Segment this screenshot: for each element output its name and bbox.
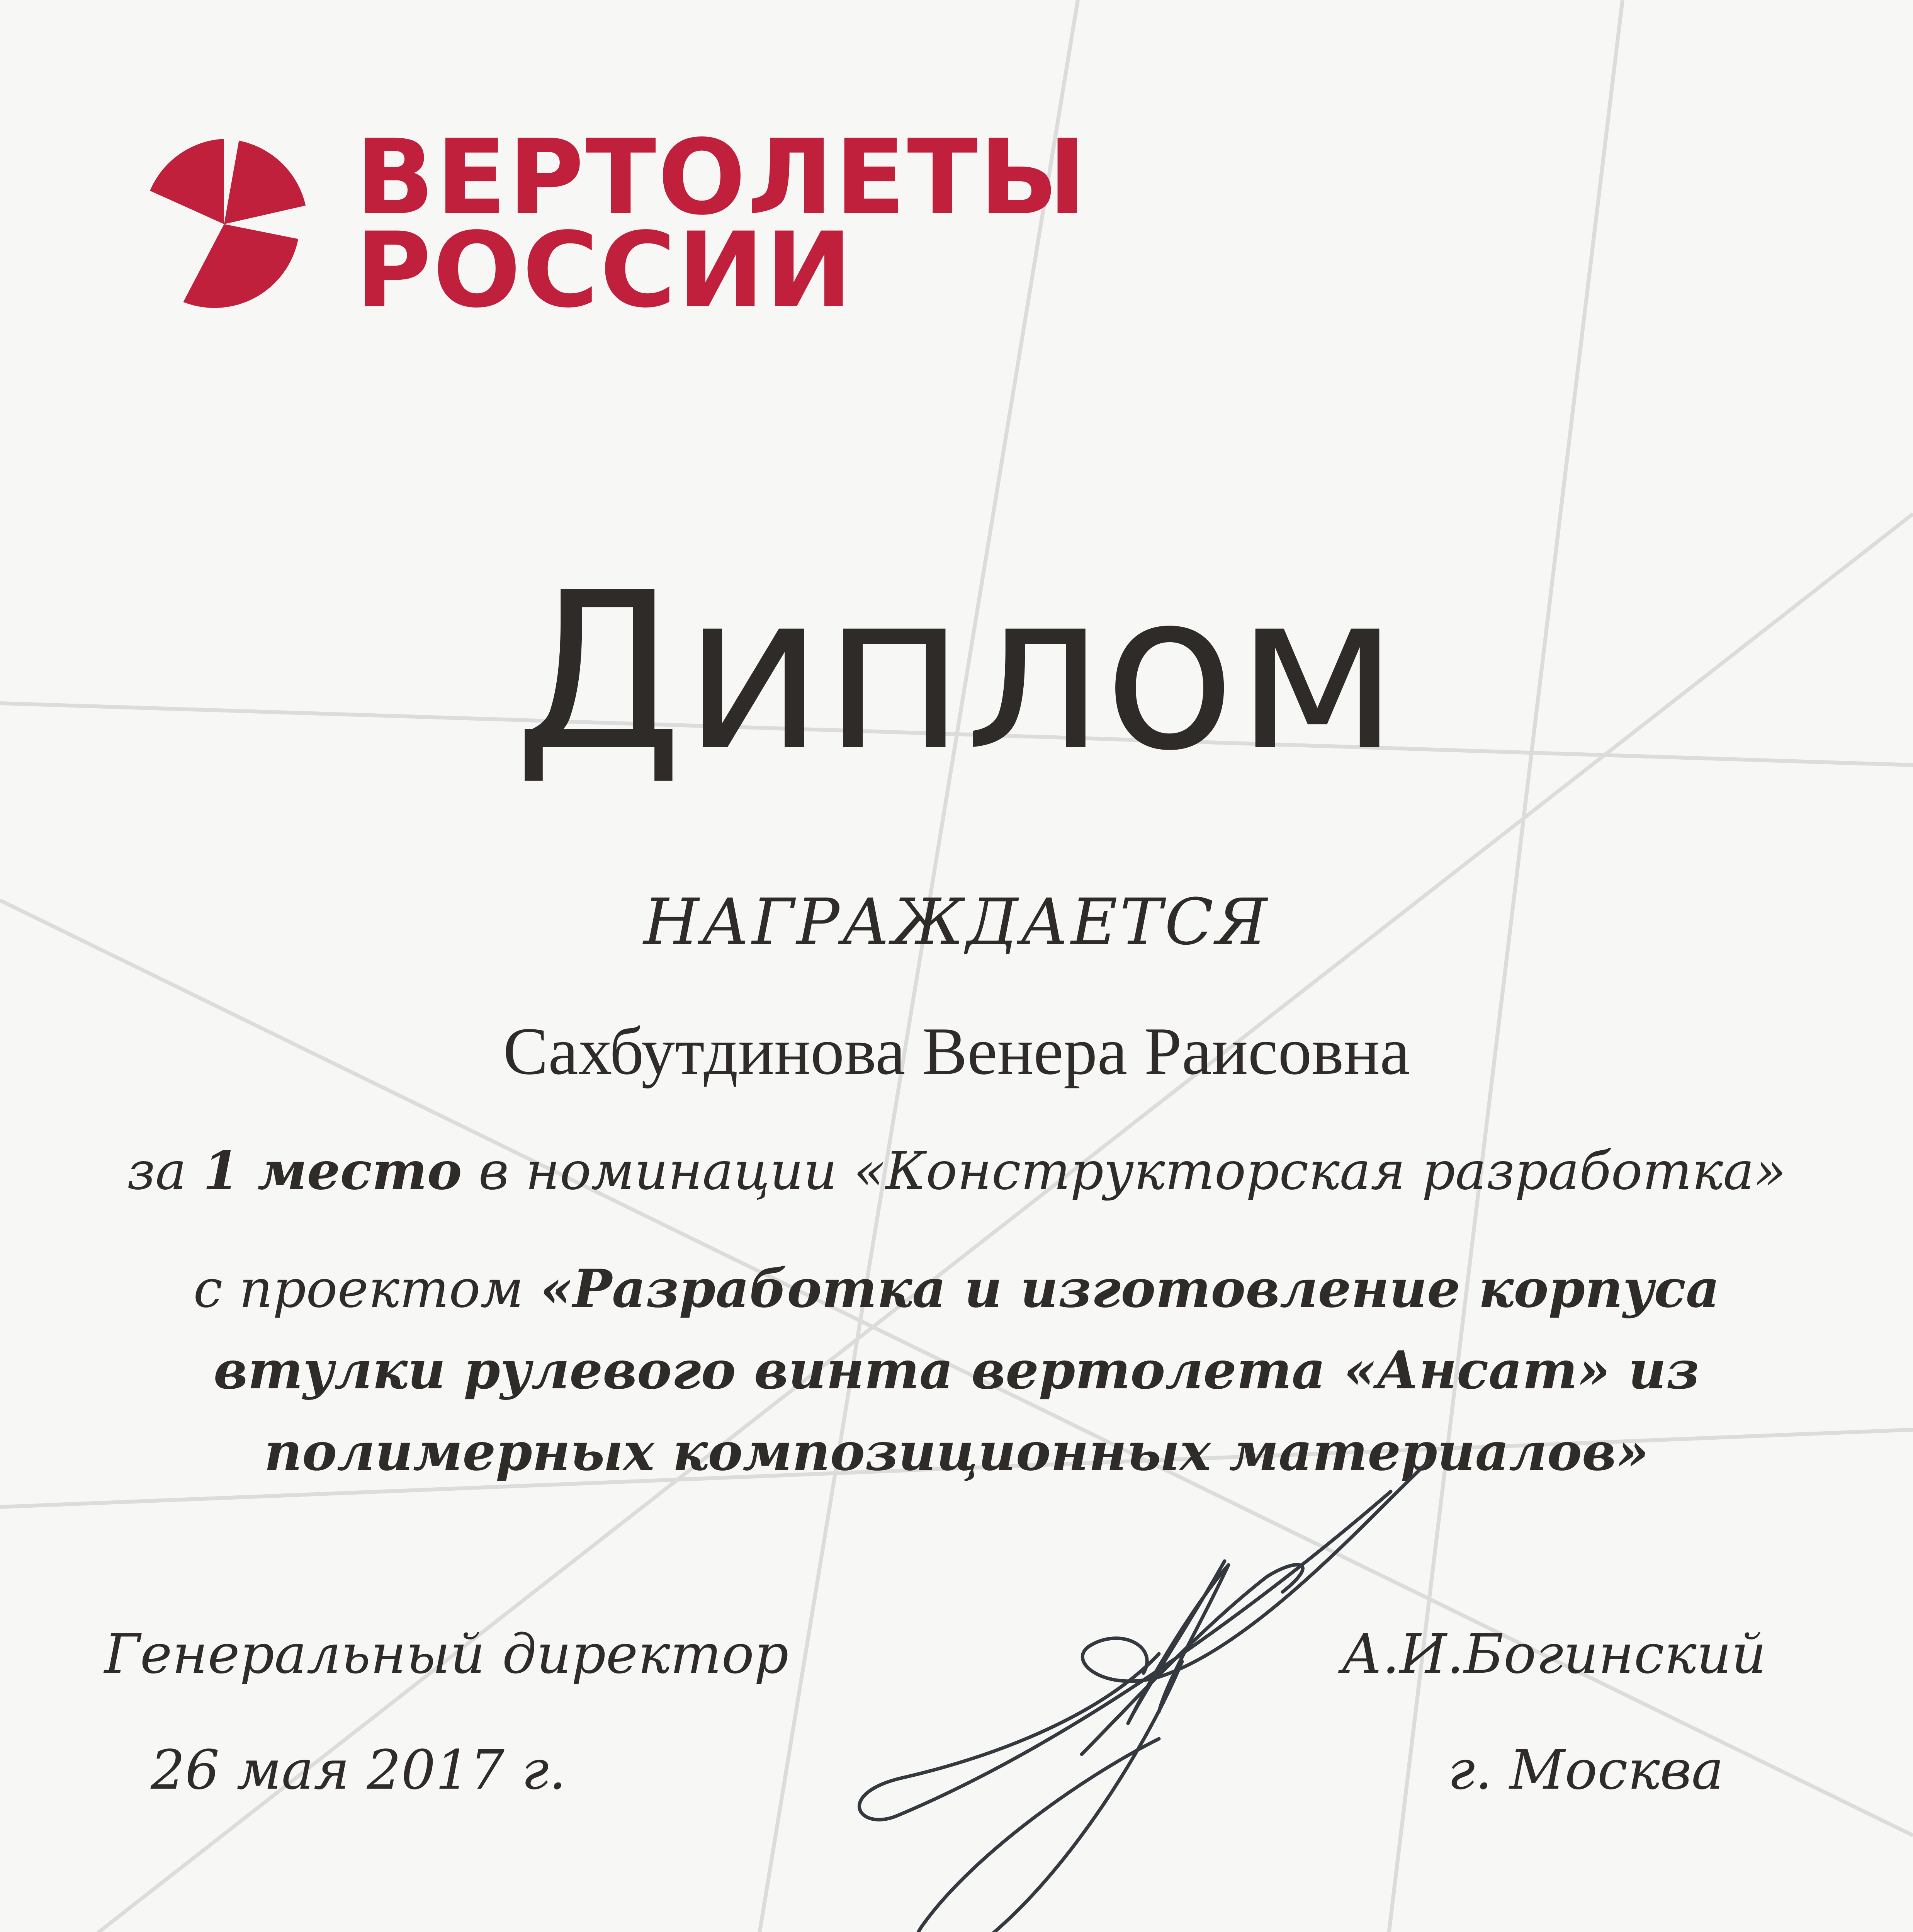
- issue-city: г. Москва: [1447, 1739, 1724, 1802]
- nomination-category: «Конструкторская разработка»: [853, 1141, 1786, 1201]
- signer-position: Генеральный директор: [104, 1623, 789, 1686]
- handwritten-signature: [811, 1445, 1468, 1932]
- rotor-logo-icon: [131, 131, 317, 317]
- nomination-line: [0, 1140, 1913, 1201]
- nomination-prefix: за: [127, 1141, 203, 1201]
- signer-name: А.И.Богинский: [1341, 1623, 1766, 1686]
- company-logo: [131, 117, 1088, 332]
- project-prefix: с проектом: [193, 1259, 540, 1319]
- recipient-name: Сахбутдинова Венера Раисовна: [503, 1014, 1410, 1088]
- brand-line-2: РОССИИ: [355, 210, 854, 331]
- brand-name: [355, 117, 1088, 331]
- brand-line-1: ВЕРТОЛЕТЫ: [355, 117, 1088, 238]
- diploma-title: Диплом: [514, 546, 1399, 798]
- awarded-heading: НАГРАЖДАЕТСЯ: [643, 885, 1270, 959]
- place: 1 место: [203, 1140, 462, 1201]
- issue-date: 26 мая 2017 г.: [151, 1739, 566, 1802]
- nomination-middle: в номинации: [462, 1141, 854, 1201]
- project-title: «Разработка и изготовление корпуса втулки рулевого винта вертолета «Ансат» из полимерных композиционных материалов»: [213, 1258, 1720, 1482]
